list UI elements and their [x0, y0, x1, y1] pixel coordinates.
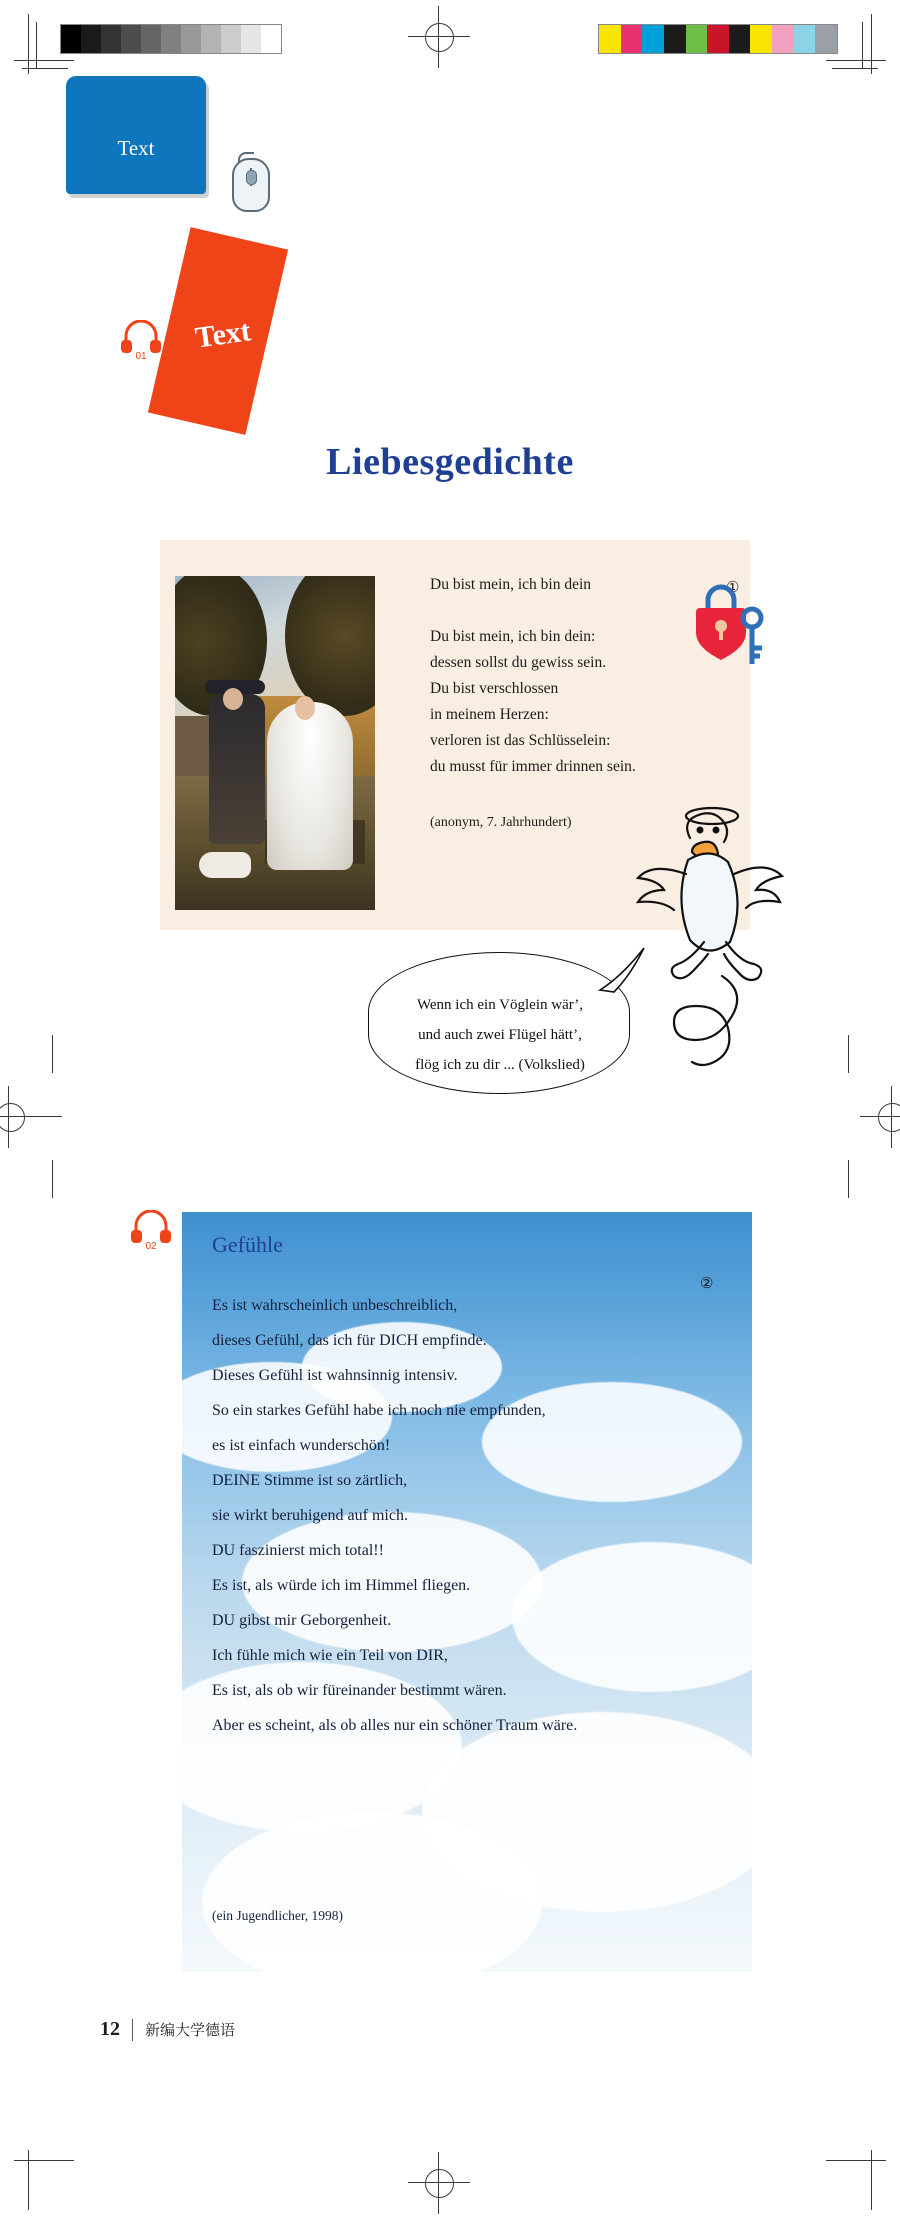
- registration-circle: [878, 1103, 900, 1132]
- registration-circle: [425, 23, 454, 52]
- headphones-icon: [128, 1210, 174, 1244]
- poem2-text-block: [212, 1288, 722, 1743]
- crop-mark: [848, 1160, 849, 1198]
- painting-woman: [267, 702, 353, 870]
- grayscale-calibration-bar: [60, 24, 282, 54]
- crop-mark: [862, 22, 863, 68]
- color-swatch: [686, 25, 708, 53]
- poem1-source: (anonym, 7. Jahrhundert): [430, 815, 572, 830]
- page-footer: [100, 2018, 235, 2041]
- poem1-line: Du bist verschlossen: [430, 680, 559, 697]
- poem2-line: Dieses Gefühl ist wahnsinnig intensiv.: [212, 1367, 458, 1384]
- grayscale-swatch: [121, 25, 141, 53]
- poem1-line: du musst für immer drinnen sein.: [430, 758, 636, 775]
- poem2-line: Es ist wahrscheinlich unbeschreiblich,: [212, 1297, 458, 1314]
- crop-mark: [14, 60, 74, 61]
- speech-bubble-tail: [596, 946, 648, 990]
- grayscale-swatch: [101, 25, 121, 53]
- registration-circle: [425, 2169, 454, 2198]
- color-swatch: [642, 25, 664, 53]
- grayscale-swatch: [201, 25, 221, 53]
- registration-circle: [0, 1103, 25, 1132]
- crop-mark: [871, 2150, 872, 2210]
- crop-mark: [826, 60, 886, 61]
- page-title: Liebesgedichte: [326, 441, 574, 483]
- poem2-line: DEINE Stimme ist so zärtlich,: [212, 1472, 408, 1489]
- bubble-line: flög ich zu dir ... (Volkslied): [415, 1057, 585, 1073]
- poem2-line: sie wirkt beruhigend auf mich.: [212, 1507, 408, 1524]
- bubble-line: und auch zwei Flügel hätt’,: [418, 1027, 582, 1043]
- text-tag-orange-label: Text: [193, 314, 253, 355]
- poem2-line: Es ist, als würde ich im Himmel fliegen.: [212, 1577, 471, 1594]
- grayscale-swatch: [181, 25, 201, 53]
- poem2-line: Ich fühle mich wie ein Teil von DIR,: [212, 1647, 448, 1664]
- color-swatch: [621, 25, 643, 53]
- text-tab-blue[interactable]: [66, 76, 206, 194]
- poem1-line: Du bist mein, ich bin dein:: [430, 628, 596, 645]
- color-swatch: [599, 25, 621, 53]
- lock-key-illustration: [690, 578, 772, 668]
- poem2-line: DU faszinierst mich total!!: [212, 1542, 384, 1559]
- color-swatch: [772, 25, 794, 53]
- crop-mark: [52, 1160, 53, 1198]
- painting-man-face: [223, 688, 243, 710]
- painting-dog: [199, 852, 251, 878]
- color-swatch: [794, 25, 816, 53]
- text-tab-blue-label: Text: [117, 136, 155, 160]
- grayscale-swatch: [261, 25, 281, 53]
- crop-mark: [28, 2150, 29, 2210]
- color-calibration-bar: [598, 24, 838, 54]
- poem1-marker: ①: [726, 579, 740, 596]
- poem1-line: in meinem Herzen:: [430, 706, 549, 723]
- poem2-line: Aber es scheint, als ob alles nur ein schöner Traum wäre.: [212, 1717, 578, 1734]
- goose-illustration: [630, 800, 810, 1180]
- poem1-line: verloren ist das Schlüsselein:: [430, 732, 611, 749]
- bubble-line: Wenn ich ein Vöglein wär’,: [416, 997, 584, 1013]
- crop-mark: [28, 14, 29, 74]
- painting-woman-face: [295, 696, 315, 720]
- grayscale-swatch: [141, 25, 161, 53]
- crop-mark: [848, 1035, 849, 1073]
- poem2-line: DU gibst mir Geborgenheit.: [212, 1612, 392, 1629]
- crop-mark: [871, 14, 872, 74]
- crop-mark: [14, 2160, 74, 2161]
- color-swatch: [815, 25, 837, 53]
- speech-bubble-text: [382, 990, 618, 1080]
- crop-mark: [22, 68, 68, 69]
- mouse-wheel: [246, 170, 257, 185]
- book-title: 新编大学德语: [145, 2022, 236, 2039]
- grayscale-swatch: [161, 25, 181, 53]
- audio-mark-02[interactable]: [128, 1210, 174, 1252]
- mouse-icon: [232, 152, 268, 208]
- poem1-heading: Du bist mein, ich bin dein: [430, 576, 592, 593]
- grayscale-swatch: [61, 25, 81, 53]
- poem2-line: dieses Gefühl, das ich für DICH empfinde.: [212, 1332, 487, 1349]
- crop-mark: [52, 1035, 53, 1073]
- painting-man: [209, 694, 265, 844]
- crop-mark: [826, 2160, 886, 2161]
- lock-icon: [696, 587, 746, 660]
- poem2-line: es ist einfach wunderschön!: [212, 1437, 391, 1454]
- headphones-icon: [118, 320, 164, 354]
- poem1-painting: [175, 576, 375, 910]
- crop-mark: [36, 22, 37, 68]
- poem2-marker: ②: [700, 1275, 714, 1292]
- grayscale-swatch: [241, 25, 261, 53]
- color-swatch: [664, 25, 686, 53]
- crop-mark: [832, 68, 878, 69]
- audio-mark-02-number: 02: [145, 1241, 157, 1252]
- poem2-line: Es ist, als ob wir füreinander bestimmt wären.: [212, 1682, 507, 1699]
- audio-mark-01-number: 01: [135, 351, 147, 362]
- color-swatch: [750, 25, 772, 53]
- poem2-line: So ein starkes Gefühl habe ich noch nie empfunden,: [212, 1402, 546, 1419]
- poem2-title: Gefühle: [212, 1232, 283, 1257]
- grayscale-swatch: [221, 25, 241, 53]
- audio-mark-01[interactable]: [118, 320, 164, 362]
- color-swatch: [707, 25, 729, 53]
- page-number: 12: [100, 2018, 120, 2040]
- color-swatch: [729, 25, 751, 53]
- poem2-source: (ein Jugendlicher, 1998): [212, 1908, 344, 1923]
- footer-divider: [132, 2019, 133, 2041]
- poem1-text-block: [430, 572, 690, 836]
- poem1-line: dessen sollst du gewiss sein.: [430, 654, 607, 671]
- mouse-body: [232, 158, 270, 212]
- grayscale-swatch: [81, 25, 101, 53]
